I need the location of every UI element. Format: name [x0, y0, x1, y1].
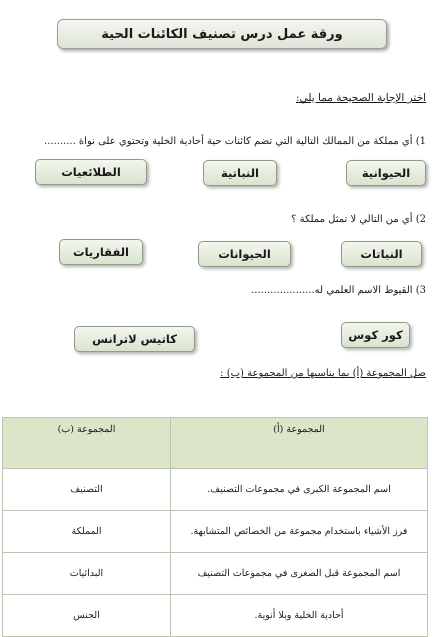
group-a-cell: أحادية الخلية وبلا أنوية.	[171, 595, 428, 637]
question-2-text: 2) أي من التالي لا تمثل مملكة ؟	[291, 214, 426, 225]
group-b-cell: الجنس	[3, 595, 171, 637]
q1-option-plant[interactable]: النباتية	[203, 160, 277, 186]
header-group-a: المجموعة (أ)	[171, 418, 428, 469]
q2-option-vertebrates[interactable]: الفقاريات	[59, 239, 143, 265]
q3-option-korcos[interactable]: كور كوس	[341, 322, 410, 348]
q2-option-plants[interactable]: النباتات	[341, 241, 422, 267]
matching-table	[2, 417, 428, 637]
q1-option-animal[interactable]: الحيوانية	[346, 160, 426, 186]
table-row	[3, 553, 428, 595]
question-1-text: 1) أي مملكة من الممالك التالية التي تضم كائنات حية أحادية الخلية وتحتوي على نواة ..........	[43, 136, 426, 147]
table-row	[3, 511, 428, 553]
worksheet-title: ورقة عمل درس تصنيف الكائنات الحية	[57, 19, 387, 49]
group-a-cell: اسم المجموعة قبل الصغرى في مجموعات التصنيف	[171, 553, 428, 595]
group-a-cell: فرز الأشياء باستخدام مجموعة من الخصائص المتشابهة.	[171, 511, 428, 553]
table-row	[3, 469, 428, 511]
group-b-cell: المملكة	[3, 511, 171, 553]
q3-option-canis-latrans[interactable]: كاتيس لاترانس	[74, 326, 195, 352]
group-b-cell: البدائيات	[3, 553, 171, 595]
table-row	[3, 595, 428, 637]
question-3-text: 3) القيوط الاسم العلمي له....................	[251, 285, 426, 296]
q1-option-protists[interactable]: الطلائعيات	[35, 159, 147, 185]
header-group-b: المجموعة (ب)	[3, 418, 171, 469]
group-a-cell: اسم المجموعة الكبرى في مجموعات التصنيف.	[171, 469, 428, 511]
match-instruction: صل المجموعة (أ) بما يناسبها من المجموعة (ب) :	[220, 368, 426, 379]
q2-option-animals[interactable]: الحيوانات	[198, 241, 291, 267]
instruction-text: اختر الإجابة الصحيحة مما يلي:	[295, 92, 426, 104]
group-b-cell: التصنيف	[3, 469, 171, 511]
